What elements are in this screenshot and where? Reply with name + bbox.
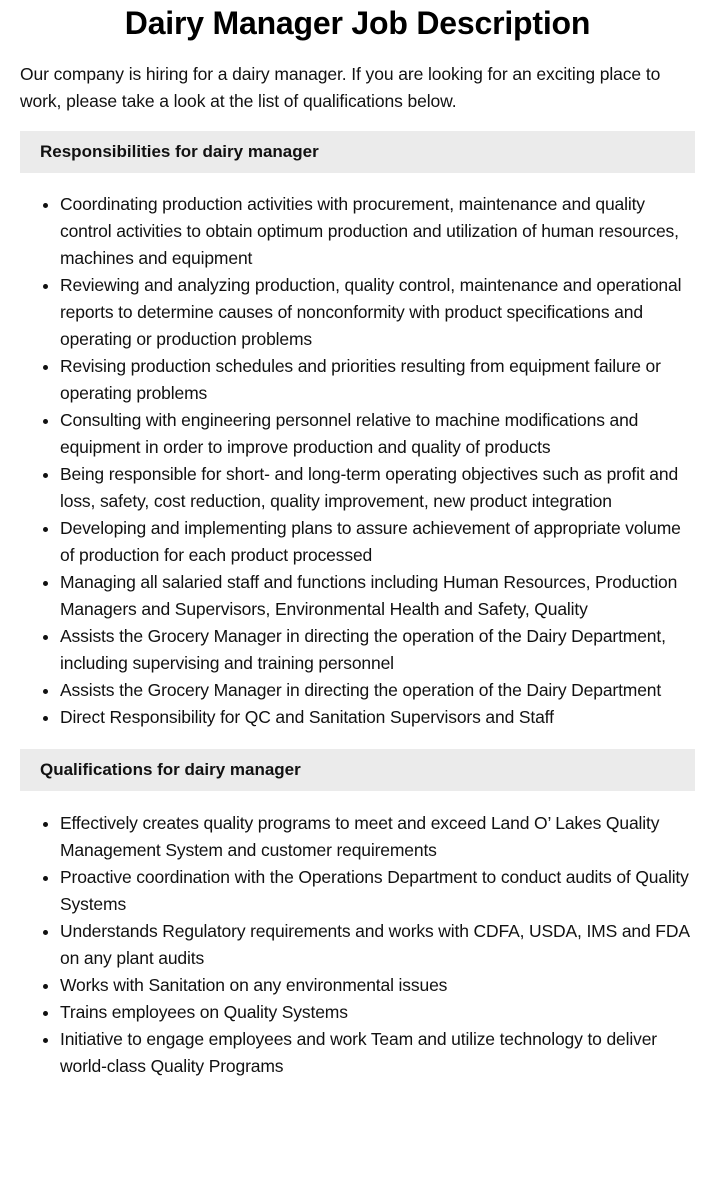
- list-item: • Reviewing and analyzing production, quality control, maintenance and operational reports to determine causes of nonconformity with product specifications and operating or production problems: [60, 272, 695, 353]
- list-item: • Managing all salaried staff and functions including Human Resources, Production Managers and Supervisors, Environmental Health and Safety, Quality: [60, 569, 695, 623]
- list-item: • Assists the Grocery Manager in directing the operation of the Dairy Department, including supervising and training personnel: [60, 623, 695, 677]
- page-title: Dairy Manager Job Description: [124, 5, 591, 41]
- list-item: • Effectively creates quality programs to meet and exceed Land O’ Lakes Quality Management System and customer requirements: [60, 810, 695, 864]
- intro-paragraph: Our company is hiring for a dairy manager. If you are looking for an exciting place to work, please take a look at the list of qualifications below.: [20, 64, 661, 111]
- responsibilities-list: [20, 191, 695, 731]
- list-item: • Developing and implementing plans to assure achievement of appropriate volume of production for each product processed: [60, 515, 695, 569]
- qualifications-heading: Qualifications for dairy manager: [20, 749, 695, 791]
- responsibilities-heading: Responsibilities for dairy manager: [20, 131, 695, 173]
- qualifications-list: [20, 810, 695, 1080]
- responsibilities-section: [20, 131, 695, 731]
- list-item: • Being responsible for short- and long-term operating objectives such as profit and loss, safety, cost reduction, quality improvement, new product integration: [60, 461, 695, 515]
- list-item: • Understands Regulatory requirements and works with CDFA, USDA, IMS and FDA on any plant audits: [60, 918, 695, 972]
- list-item: • Works with Sanitation on any environmental issues: [60, 972, 695, 999]
- qualifications-section: [20, 749, 695, 1080]
- list-item: • Initiative to engage employees and work Team and utilize technology to deliver world-class Quality Programs: [60, 1026, 695, 1080]
- list-item: • Assists the Grocery Manager in directing the operation of the Dairy Department: [60, 677, 695, 704]
- list-item: • Consulting with engineering personnel relative to machine modifications and equipment in order to improve production and quality of products: [60, 407, 695, 461]
- list-item: • Direct Responsibility for QC and Sanitation Supervisors and Staff: [60, 704, 695, 731]
- list-item: • Trains employees on Quality Systems: [60, 999, 695, 1026]
- list-item: • Proactive coordination with the Operations Department to conduct audits of Quality Systems: [60, 864, 695, 918]
- list-item: • Revising production schedules and priorities resulting from equipment failure or operating problems: [60, 353, 695, 407]
- list-item: • Coordinating production activities with procurement, maintenance and quality control activities to obtain optimum production and utilization of human resources, machines and equipment: [60, 191, 695, 272]
